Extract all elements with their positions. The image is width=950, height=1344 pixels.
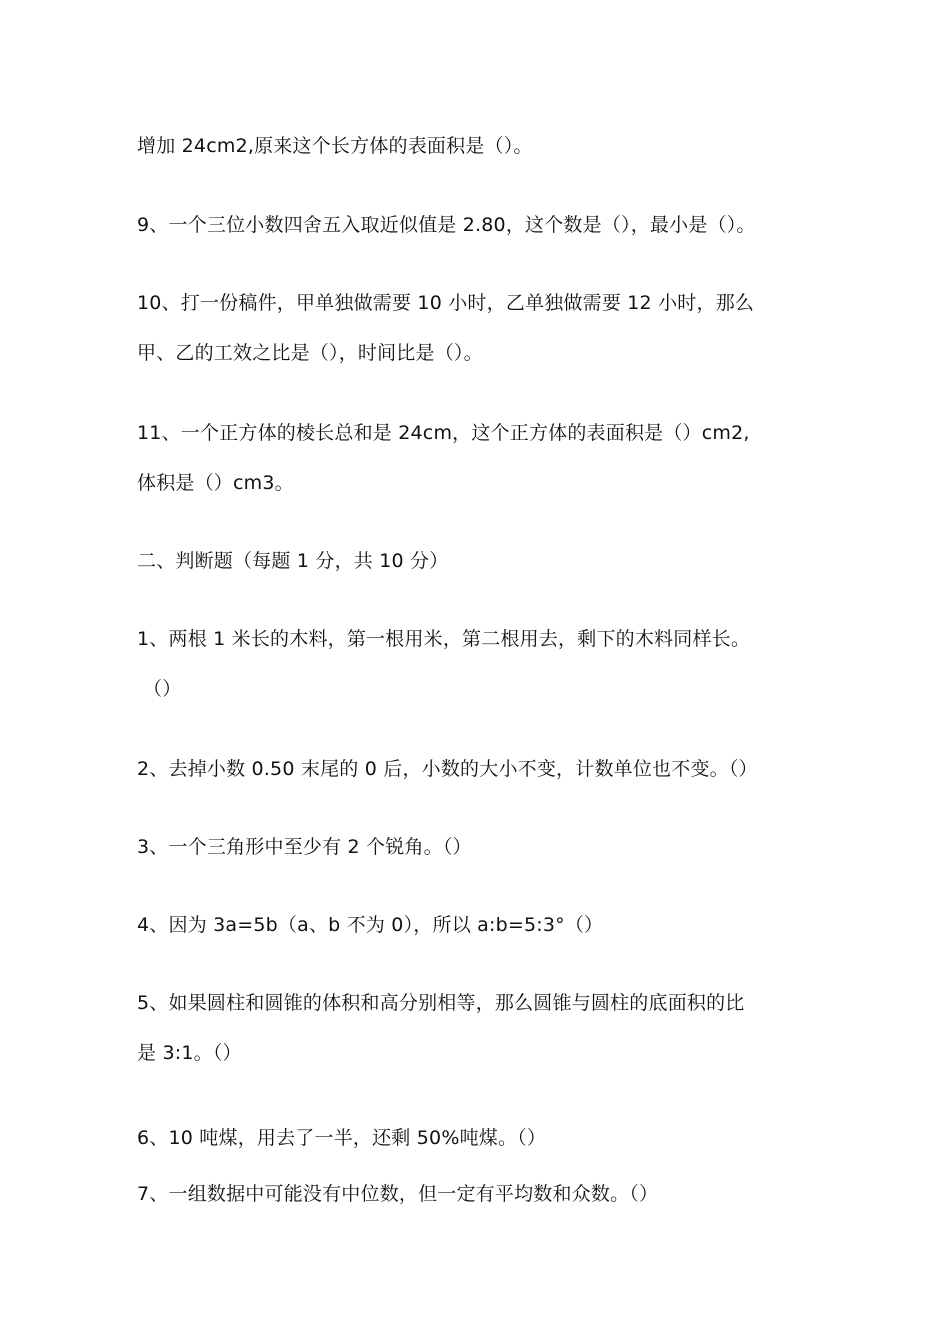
text-line-q11: 11、一个正方体的棱长总和是 24cm，这个正方体的表面积是（）cm2, — [137, 422, 750, 444]
text-line-q9: 9、一个三位小数四舍五入取近似值是 2.80，这个数是（），最小是（）。 — [137, 214, 756, 236]
text-line-tf2: 2、去掉小数 0.50 末尾的 0 后，小数的大小不变，计数单位也不变。（） — [137, 758, 758, 780]
text-line-tf7: 7、一组数据中可能没有中位数，但一定有平均数和众数。（） — [137, 1183, 659, 1205]
text-line-tf3: 3、一个三角形中至少有 2 个锐角。（） — [137, 836, 472, 858]
text-line-tf5: 5、如果圆柱和圆锥的体积和高分别相等，那么圆锥与圆柱的底面积的比 — [137, 992, 745, 1014]
text-line-q11-continuation: 体积是（）cm3。 — [137, 472, 294, 494]
text-line-tf1: 1、两根 1 米长的木料，第一根用米，第二根用去，剩下的木料同样长。 — [137, 628, 751, 650]
text-line-q10-continuation: 甲、乙的工效之比是（），时间比是（）。 — [137, 342, 483, 364]
section-heading-true-false: 二、判断题（每题 1 分，共 10 分） — [137, 550, 449, 572]
text-line-tf5-continuation: 是 3:1。（） — [137, 1042, 242, 1064]
text-line-tf1-answer: （） — [143, 678, 182, 700]
text-line-q8-continuation: 增加 24cm2,原来这个长方体的表面积是（）。 — [137, 135, 533, 157]
text-line-q10: 10、打一份稿件，甲单独做需要 10 小时，乙单独做需要 12 小时，那么 — [137, 292, 755, 314]
text-line-tf6: 6、10 吨煤，用去了一半，还剩 50%吨煤。（） — [137, 1127, 547, 1149]
text-line-tf4: 4、因为 3a=5b（a、b 不为 0），所以 a:b=5:3°（） — [137, 914, 604, 936]
